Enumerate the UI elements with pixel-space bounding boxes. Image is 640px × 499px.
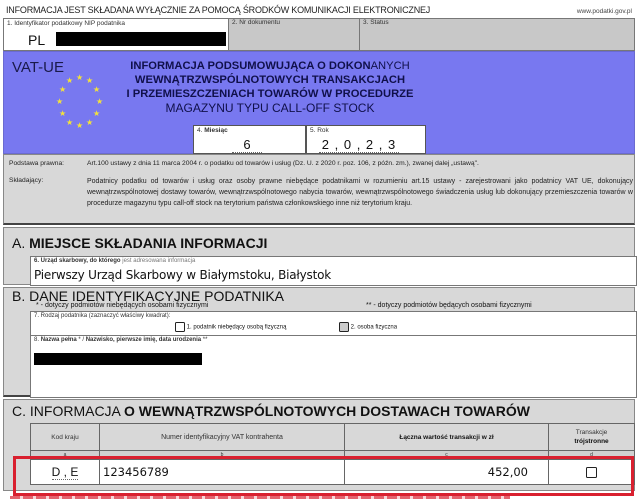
name-label: Nazwa pełna xyxy=(40,337,77,343)
note-natural: ** - dotyczy podmiotów będących osobami fizycznymi xyxy=(366,302,532,309)
doc-number-field xyxy=(229,18,360,51)
year-value: 2 , 0 , 2 , 3 xyxy=(319,137,399,153)
value-cell[interactable]: 452,00 xyxy=(345,460,549,485)
electronic-only-notice: INFORMACJA JEST SKŁADANA WYŁĄCZNIE ZA POMOCĄ ŚRODKÓW KOMUNIKACJI ELEKTRONICZNEJ xyxy=(6,5,431,15)
option-natural[interactable] xyxy=(339,322,397,332)
col-triangular-bold: trójstronne xyxy=(574,438,609,445)
month-value: 6 xyxy=(232,137,262,153)
status-field xyxy=(360,18,635,51)
section-a-prefix: A. xyxy=(12,235,26,251)
nip-prefix: PL xyxy=(28,32,46,48)
name-label-end: ** xyxy=(201,337,208,343)
col-letter-d: d xyxy=(549,451,635,460)
col-value: Łączna wartość transakcji w zł xyxy=(345,424,549,451)
section-c-prefix: C. INFORMACJA xyxy=(12,403,121,419)
section-c-heading: O WEWNĄTRZWSPÓLNOTOWYCH DOSTAWACH TOWARÓW xyxy=(124,403,530,419)
month-label-num: 4. xyxy=(197,127,203,134)
name-redacted xyxy=(34,353,202,365)
title-line2: WEWNĄTRZWSPÓLNOTOWYCH TRANSAKCJACH xyxy=(134,74,406,86)
tax-office-field[interactable] xyxy=(30,256,637,286)
title-line1-end: ANYCH xyxy=(370,60,410,72)
taxpayer-type-field xyxy=(30,311,637,337)
highlight-box xyxy=(13,456,634,496)
col-letter-a: a xyxy=(31,451,100,460)
name-label-num: 8. xyxy=(34,337,40,343)
doc-number-label: 2. Nr dokumentu xyxy=(232,19,281,26)
note-non-natural: * - dotyczy podmiotów niebędących osobami fizycznymi xyxy=(36,302,209,309)
nip-label: 1. Identyfikator podatkowy NIP podatnika xyxy=(7,20,126,27)
col-letter-c: c xyxy=(345,451,549,460)
title-line4: MAGAZYNU TYPU CALL-OFF STOCK xyxy=(165,101,375,115)
tax-office-label-rest: jest adresowana informacja xyxy=(122,258,196,264)
legal-basis-label: Podstawa prawna: xyxy=(9,160,65,167)
year-label: 5. Rok xyxy=(310,127,329,134)
col-letter-b: b xyxy=(100,451,345,460)
month-label: Miesiąc xyxy=(204,127,228,134)
filer-text: Podatnicy podatku od towarów i usług oraz osoby prawne niebędące podatnikami w rozumieniu art.15 ustawy - zarejestrowani jako podatnicy VAT UE, dokonujący wewnątrzwspólnotowej dostawy towarów, wewnątrzwspólnotowego nabycia towarów, wewnątrzwspólnotowego świadczenia usług lub dokonujący przemieszczenia towarów w procedurze magazynu typu call-off stock na terytorium państwa członkowskiego inne niż terytorium kraju. xyxy=(87,178,633,207)
tax-office-label: 6. Urząd skarbowy, do którego xyxy=(34,258,121,264)
col-triangular xyxy=(549,424,635,451)
title-line1: INFORMACJA PODSUMOWUJĄCA O DOKON xyxy=(130,60,371,72)
section-a-heading: MIEJSCE SKŁADANIA INFORMACJI xyxy=(29,235,268,251)
taxpayer-type-label: 7. Rodzaj podatnika (zaznaczyć właściwy kwadrat): xyxy=(34,313,171,319)
col-vat-id: Numer identyfikacyjny VAT kontrahenta xyxy=(100,424,345,451)
tax-office-value: Pierwszy Urząd Skarbowy w Białymstoku, Białystok xyxy=(34,268,331,282)
section-b xyxy=(3,287,635,397)
full-name-field[interactable] xyxy=(30,335,637,398)
section-b-heading: B. DANE IDENTYFIKACYJNE PODATNIKA xyxy=(12,288,285,304)
filer-label: Składający: xyxy=(9,177,44,184)
form-title xyxy=(110,59,430,115)
year-field[interactable] xyxy=(306,125,426,154)
name-label-2: Nazwisko, pierwsze imię, data urodzenia xyxy=(85,337,202,343)
option-non-natural[interactable] xyxy=(175,322,286,332)
legal-basis-block xyxy=(3,154,635,225)
nip-field[interactable] xyxy=(3,18,229,51)
checkbox-icon[interactable] xyxy=(339,322,349,332)
option-natural-label: 2. osoba fizyczna xyxy=(350,324,398,331)
title-line3: I PRZEMIESZCZENIACH TOWARÓW W PROCEDURZE xyxy=(126,88,414,100)
vat-id-cell[interactable]: 123456789 xyxy=(100,460,345,485)
status-label: 3. Status xyxy=(363,19,389,26)
section-a xyxy=(3,227,635,285)
legal-basis-text: Art.100 ustawy z dnia 11 marca 2004 r. o podatku od towarów i usług (Dz. U. z 2020 r. poz. 106, z późn. zm.), zwanej dalej „ustawą". xyxy=(87,160,479,167)
country-code-value: D , E xyxy=(51,465,79,479)
nip-redacted xyxy=(56,32,226,46)
checkbox-icon[interactable] xyxy=(175,322,185,332)
website-url: www.podatki.gov.pl xyxy=(576,8,632,15)
name-label-sep: * / xyxy=(76,337,86,343)
col-triangular-top: Transakcje xyxy=(575,429,608,436)
option-non-natural-label: 1. podatnik niebędący osobą fizyczną xyxy=(186,324,287,331)
col-country: Kod kraju xyxy=(31,424,100,451)
month-field[interactable] xyxy=(193,125,306,154)
form-code: VAT-UE xyxy=(12,59,64,76)
eu-stars-icon: ★ ★ ★ ★ ★ ★ ★ ★ ★ ★ ★ ★ xyxy=(56,73,104,130)
